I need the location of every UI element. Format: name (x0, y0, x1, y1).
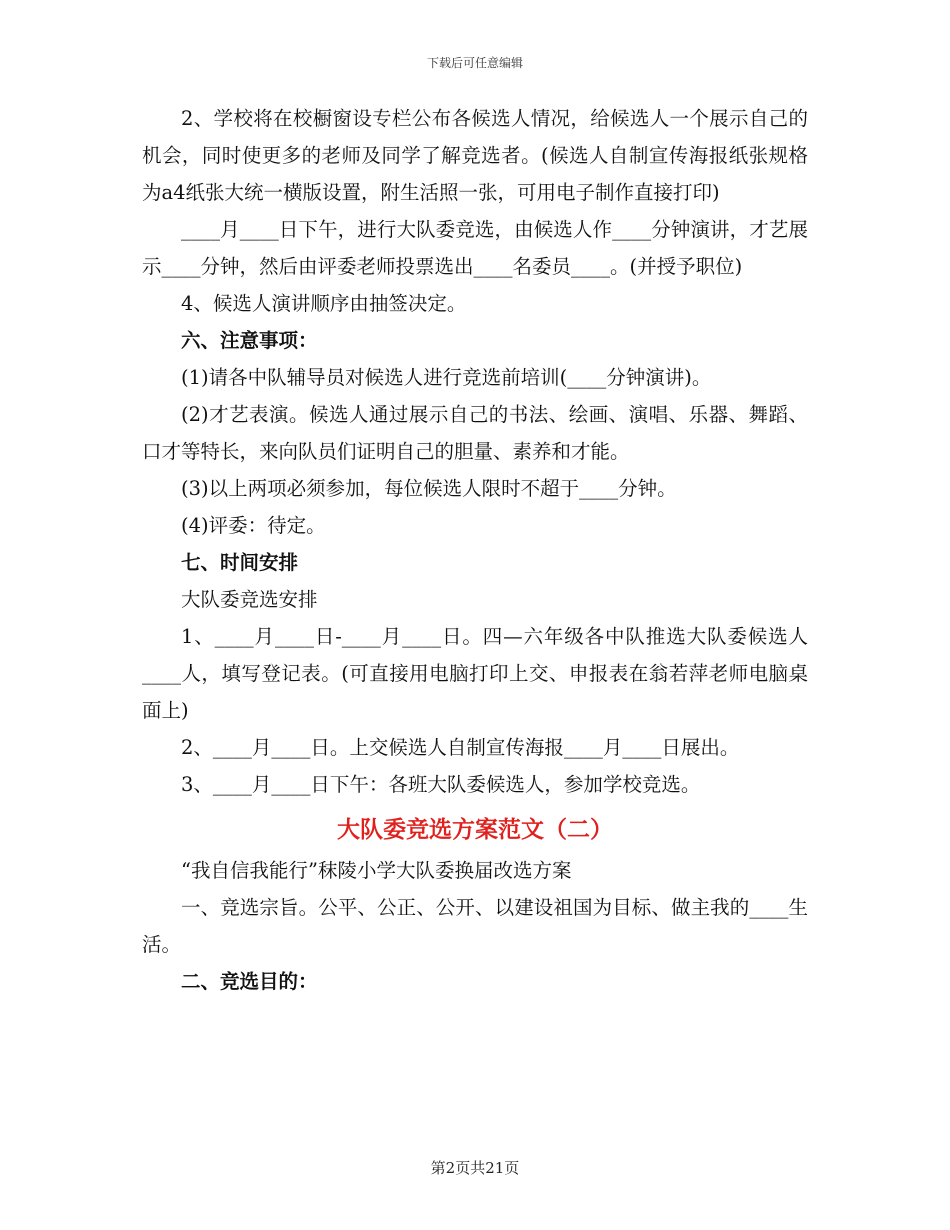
schedule-subtitle: 大队委竞选安排 (181, 588, 318, 611)
page-footer: 第2页共21页 (430, 1159, 520, 1177)
paragraph-item-2: 2、学校将在校橱窗设专栏公布各候选人情况，给候选人一个展示自己的机会，同时使更多的老师及同学了解竞选者。(候选人自制宣传海报纸张规格为a4纸张大统一横版设置，附生活照一张，可用电子制作直接打印) (142, 107, 808, 204)
note-item-3: (3)以上两项必须参加，每位候选人限时不超于____分钟。 (181, 477, 677, 500)
document-body (142, 100, 808, 1000)
schedule-item-1: 1、____月____日-____月____日。四—六年级各中队推选大队委候选人____人，填写登记表。(可直接用电脑打印上交、申报表在翁若萍老师电脑桌面上) (142, 625, 808, 722)
page-header: 下载后可任意编辑 (426, 56, 523, 70)
schedule-item-2: 2、____月____日。上交候选人自制宣传海报____月____日展出。 (181, 736, 740, 759)
plan-subtitle: “我自信我能行”秣陵小学大队委换届改选方案 (181, 859, 572, 882)
note-item-1: (1)请各中队辅导员对候选人进行竞选前培训(____分钟演讲)。 (181, 366, 712, 389)
section-heading-goals: 二、竞选目的： (181, 970, 318, 993)
section-purpose: 一、竞选宗旨。公平、公正、公开、以建设祖国为目标、做主我的____生活。 (142, 896, 808, 956)
document-title: 大队委竞选方案范文（二） (337, 816, 613, 843)
section-heading-notes: 六、注意事项： (181, 329, 318, 352)
paragraph-item-4: 4、候选人演讲顺序由抽签决定。 (181, 292, 467, 315)
section-heading-schedule: 七、时间安排 (181, 551, 299, 574)
schedule-item-3: 3、____月____日下午：各班大队委候选人，参加学校竞选。 (181, 773, 701, 796)
note-item-4: (4)评委：待定。 (181, 514, 326, 537)
note-item-2: (2)才艺表演。候选人通过展示自己的书法、绘画、演唱、乐器、舞蹈、口才等特长，来向队员们证明自己的胆量、素养和才能。 (142, 403, 808, 463)
paragraph-election-schedule: ____月____日下午，进行大队委竞选，由候选人作____分钟演讲，才艺展示____分钟，然后由评委老师投票选出____名委员____。(并授予职位) (142, 218, 808, 278)
